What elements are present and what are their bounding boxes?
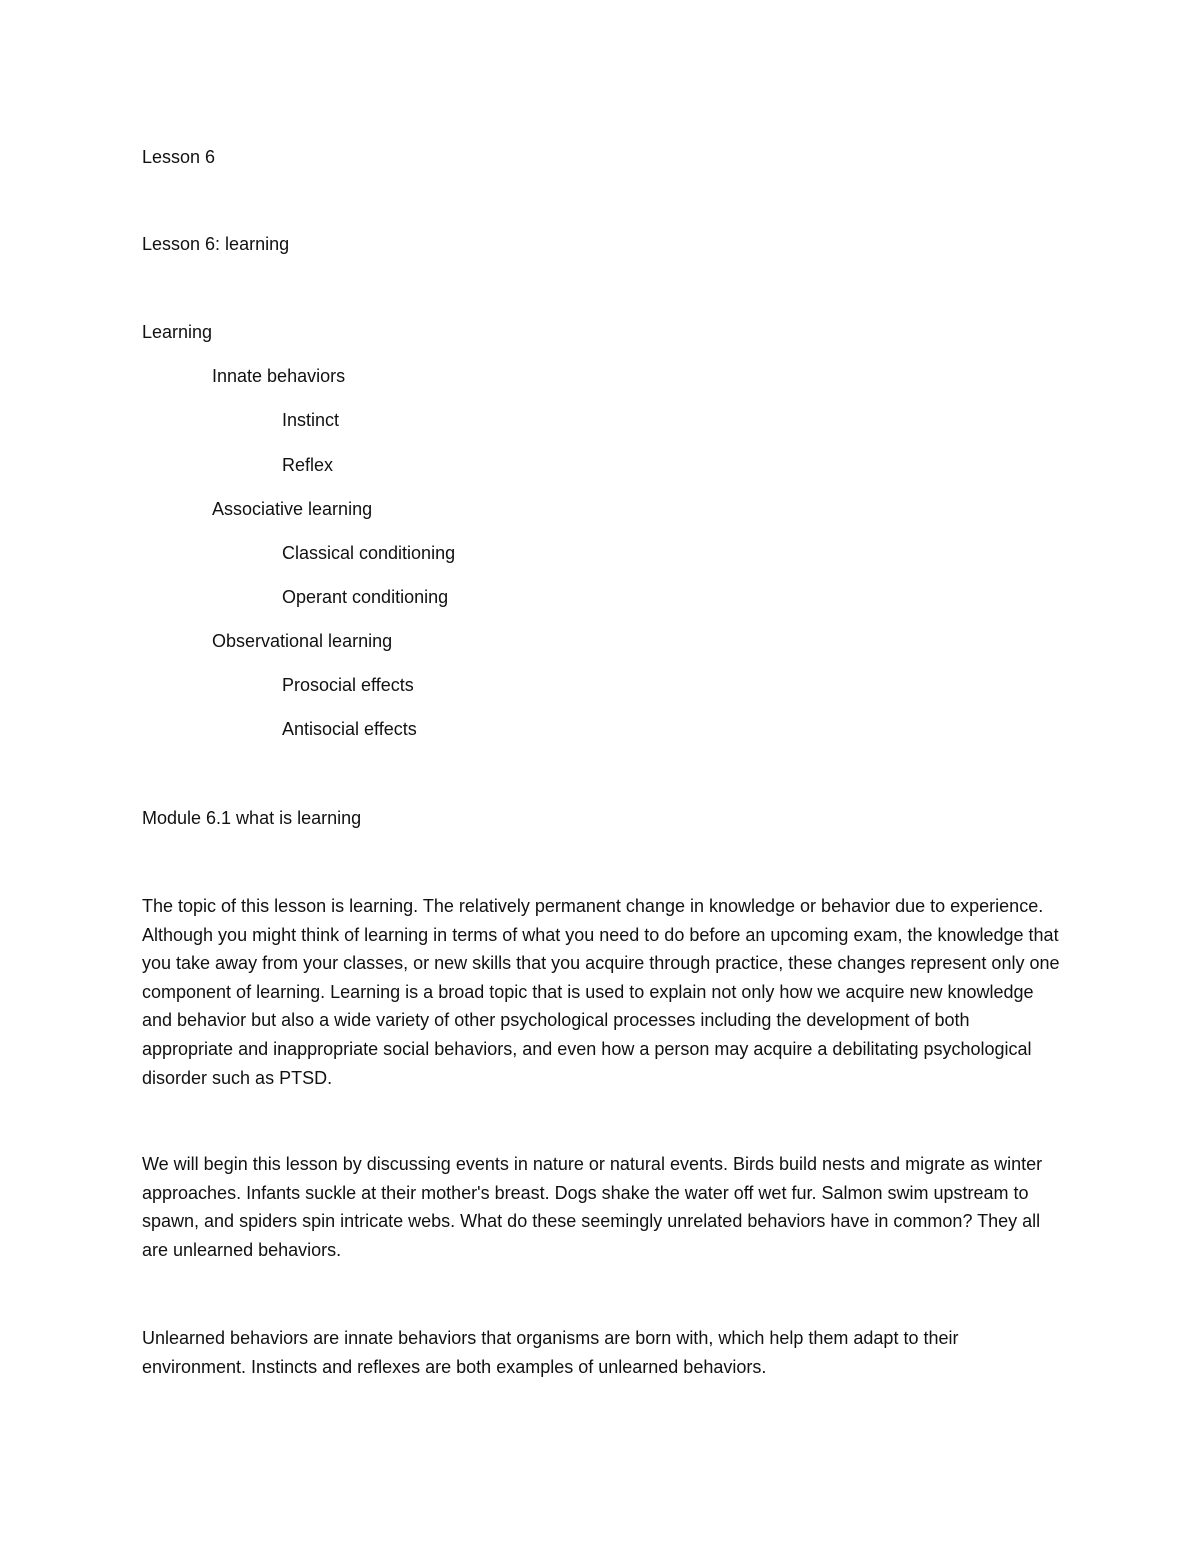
body-paragraph: The topic of this lesson is learning. The relatively permanent change in knowledge or behavior due to experience. Although you might think of learning in terms of what you need to do before an upcoming exam, the knowledge that you take away from your classes, or new skills that you acquire through practice, these changes represent only one component of learning. Learning is a broad topic that is used to explain not only how we acquire new knowledge and behavior but also a wide variety of other psychological processes including the development of both appropriate and inappropriate social behaviors, and even how a person may acquire a debilitating psychological disorder such as PTSD. [142, 896, 1060, 1088]
body-paragraph: We will begin this lesson by discussing events in nature or natural events. Birds build nests and migrate as winter approaches. Infants suckle at their mother's breast. Dogs shake the water off wet fur. Salmon swim upstream to spawn, and spiders spin intricate webs. What do these seemingly unrelated behaviors have in common? They all are unlearned behaviors. [142, 1154, 1043, 1260]
outline-subitem: Classical conditioning [282, 543, 456, 563]
outline-subitem: Prosocial effects [282, 675, 414, 695]
outline-subitem: Antisocial effects [282, 719, 417, 739]
outline-item-associative: Associative learning [212, 499, 373, 519]
outline-subitem: Instinct [282, 410, 340, 430]
document-title: Lesson 6 [142, 147, 216, 167]
outline-item-observational: Observational learning [212, 631, 393, 651]
outline-item-innate: Innate behaviors [212, 366, 346, 386]
outline-subitem: Operant conditioning [282, 587, 449, 607]
outline-root: Learning [142, 322, 213, 342]
document-subtitle: Lesson 6: learning [142, 234, 290, 254]
body-paragraph: Unlearned behaviors are innate behaviors that organisms are born with, which help them adapt to their environment. Instincts and reflexes are both examples of unlearned behaviors. [142, 1328, 959, 1377]
module-heading: Module 6.1 what is learning [142, 808, 362, 828]
outline-subitem: Reflex [282, 455, 334, 475]
